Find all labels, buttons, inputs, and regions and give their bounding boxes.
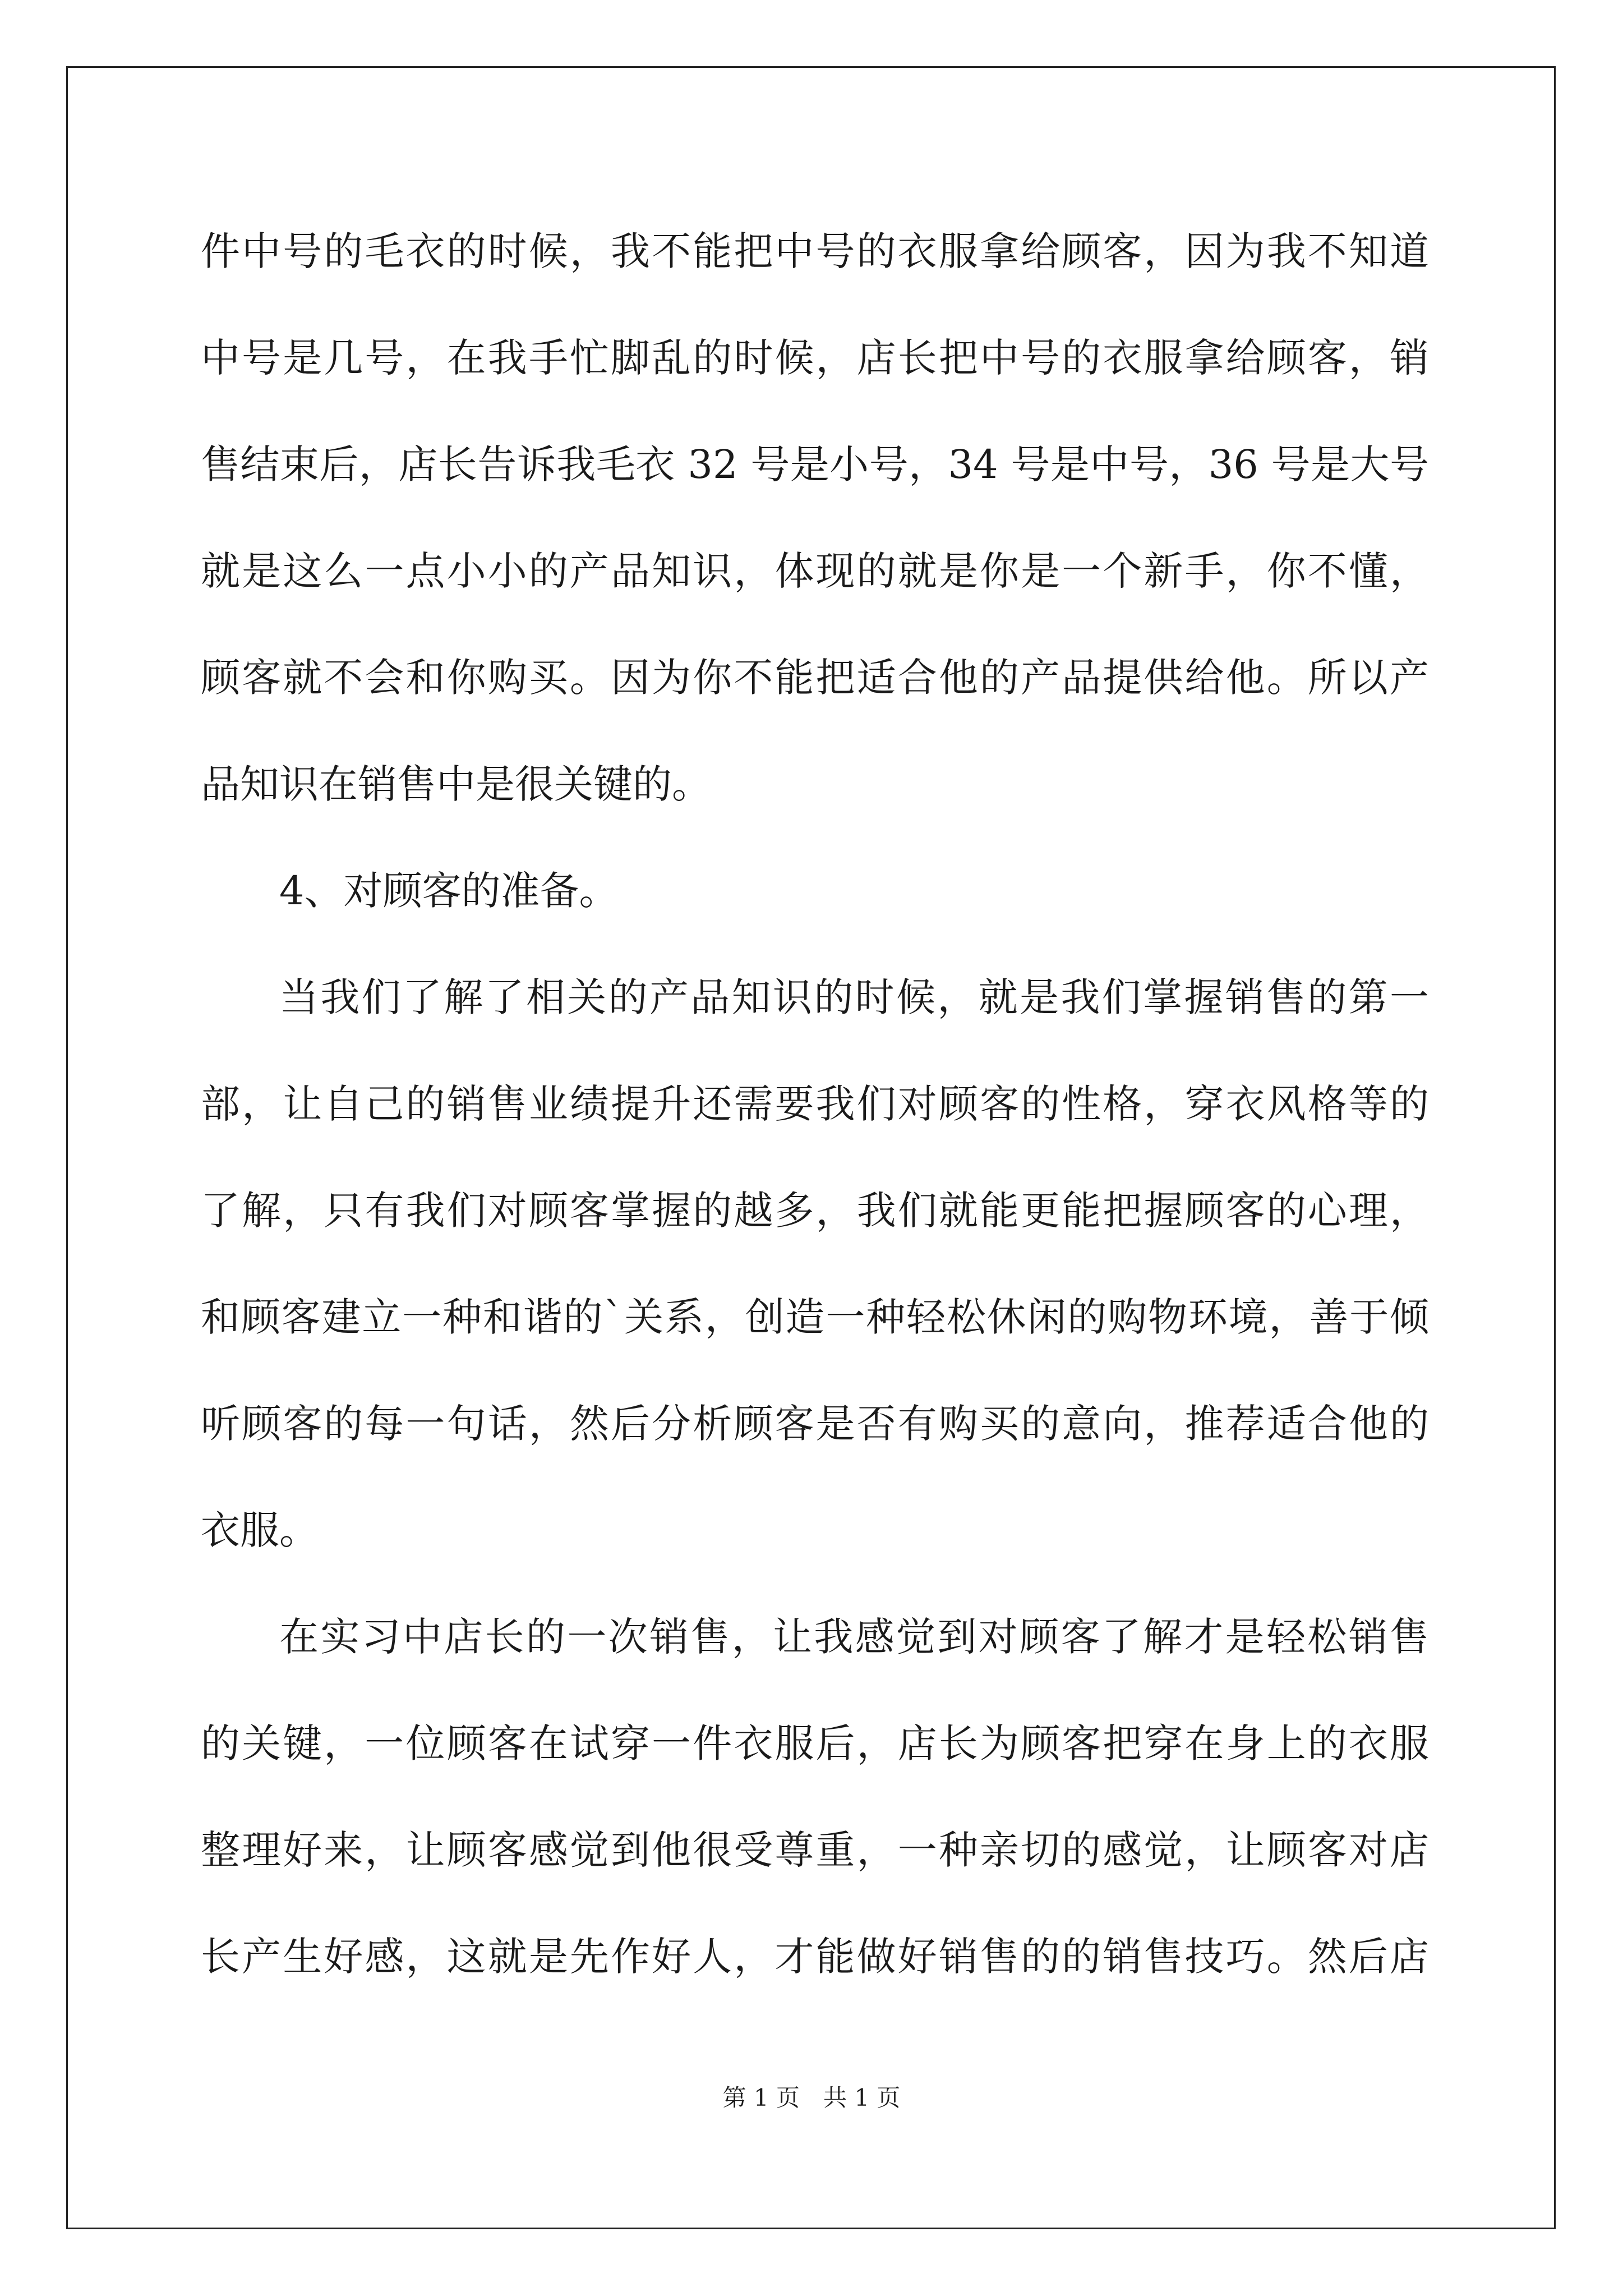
- body-line: 和顾客建立一种和谐的`关系，创造一种轻松休闲的购物环境，善于倾: [201, 1294, 1429, 1340]
- body-line: 就是这么一点小小的产品知识，体现的就是你是一个新手，你不懂，: [201, 548, 1429, 594]
- body-line: 在实习中店长的一次销售，让我感觉到对顾客了解才是轻松销售: [279, 1614, 1429, 1660]
- body-line: 衣服。: [201, 1507, 319, 1553]
- body-line: 的关键，一位顾客在试穿一件衣服后，店长为顾客把穿在身上的衣服: [201, 1720, 1429, 1766]
- body-line: 听顾客的每一句话，然后分析顾客是否有购买的意向，推荐适合他的: [201, 1401, 1429, 1447]
- body-line: 整理好来，让顾客感觉到他很受尊重，一种亲切的感觉，让顾客对店: [201, 1827, 1429, 1873]
- body-line: 品知识在销售中是很关键的。: [201, 761, 711, 807]
- body-line: 长产生好感，这就是先作好人，才能做好销售的的销售技巧。然后店: [201, 1934, 1429, 1980]
- body-line: 售结束后，店长告诉我毛衣 32 号是小号，34 号是中号，36 号是大号: [201, 441, 1429, 487]
- body-line: 中号是几号，在我手忙脚乱的时候，店长把中号的衣服拿给顾客，销: [201, 335, 1429, 381]
- body-line: 当我们了解了相关的产品知识的时候，就是我们掌握销售的第一: [279, 974, 1429, 1020]
- body-line: 顾客就不会和你购买。因为你不能把适合他的产品提供给他。所以产: [201, 655, 1429, 701]
- body-line: 件中号的毛衣的时候，我不能把中号的衣服拿给顾客，因为我不知道: [201, 228, 1429, 274]
- section-heading: 4、对顾客的准备。: [279, 868, 619, 914]
- body-line: 部，让自己的销售业绩提升还需要我们对顾客的性格，穿衣风格等的: [201, 1081, 1429, 1127]
- page-footer: 第 1 页 共 1 页: [722, 2084, 901, 2111]
- body-line: 了解，只有我们对顾客掌握的越多，我们就能更能把握顾客的心理，: [201, 1188, 1429, 1234]
